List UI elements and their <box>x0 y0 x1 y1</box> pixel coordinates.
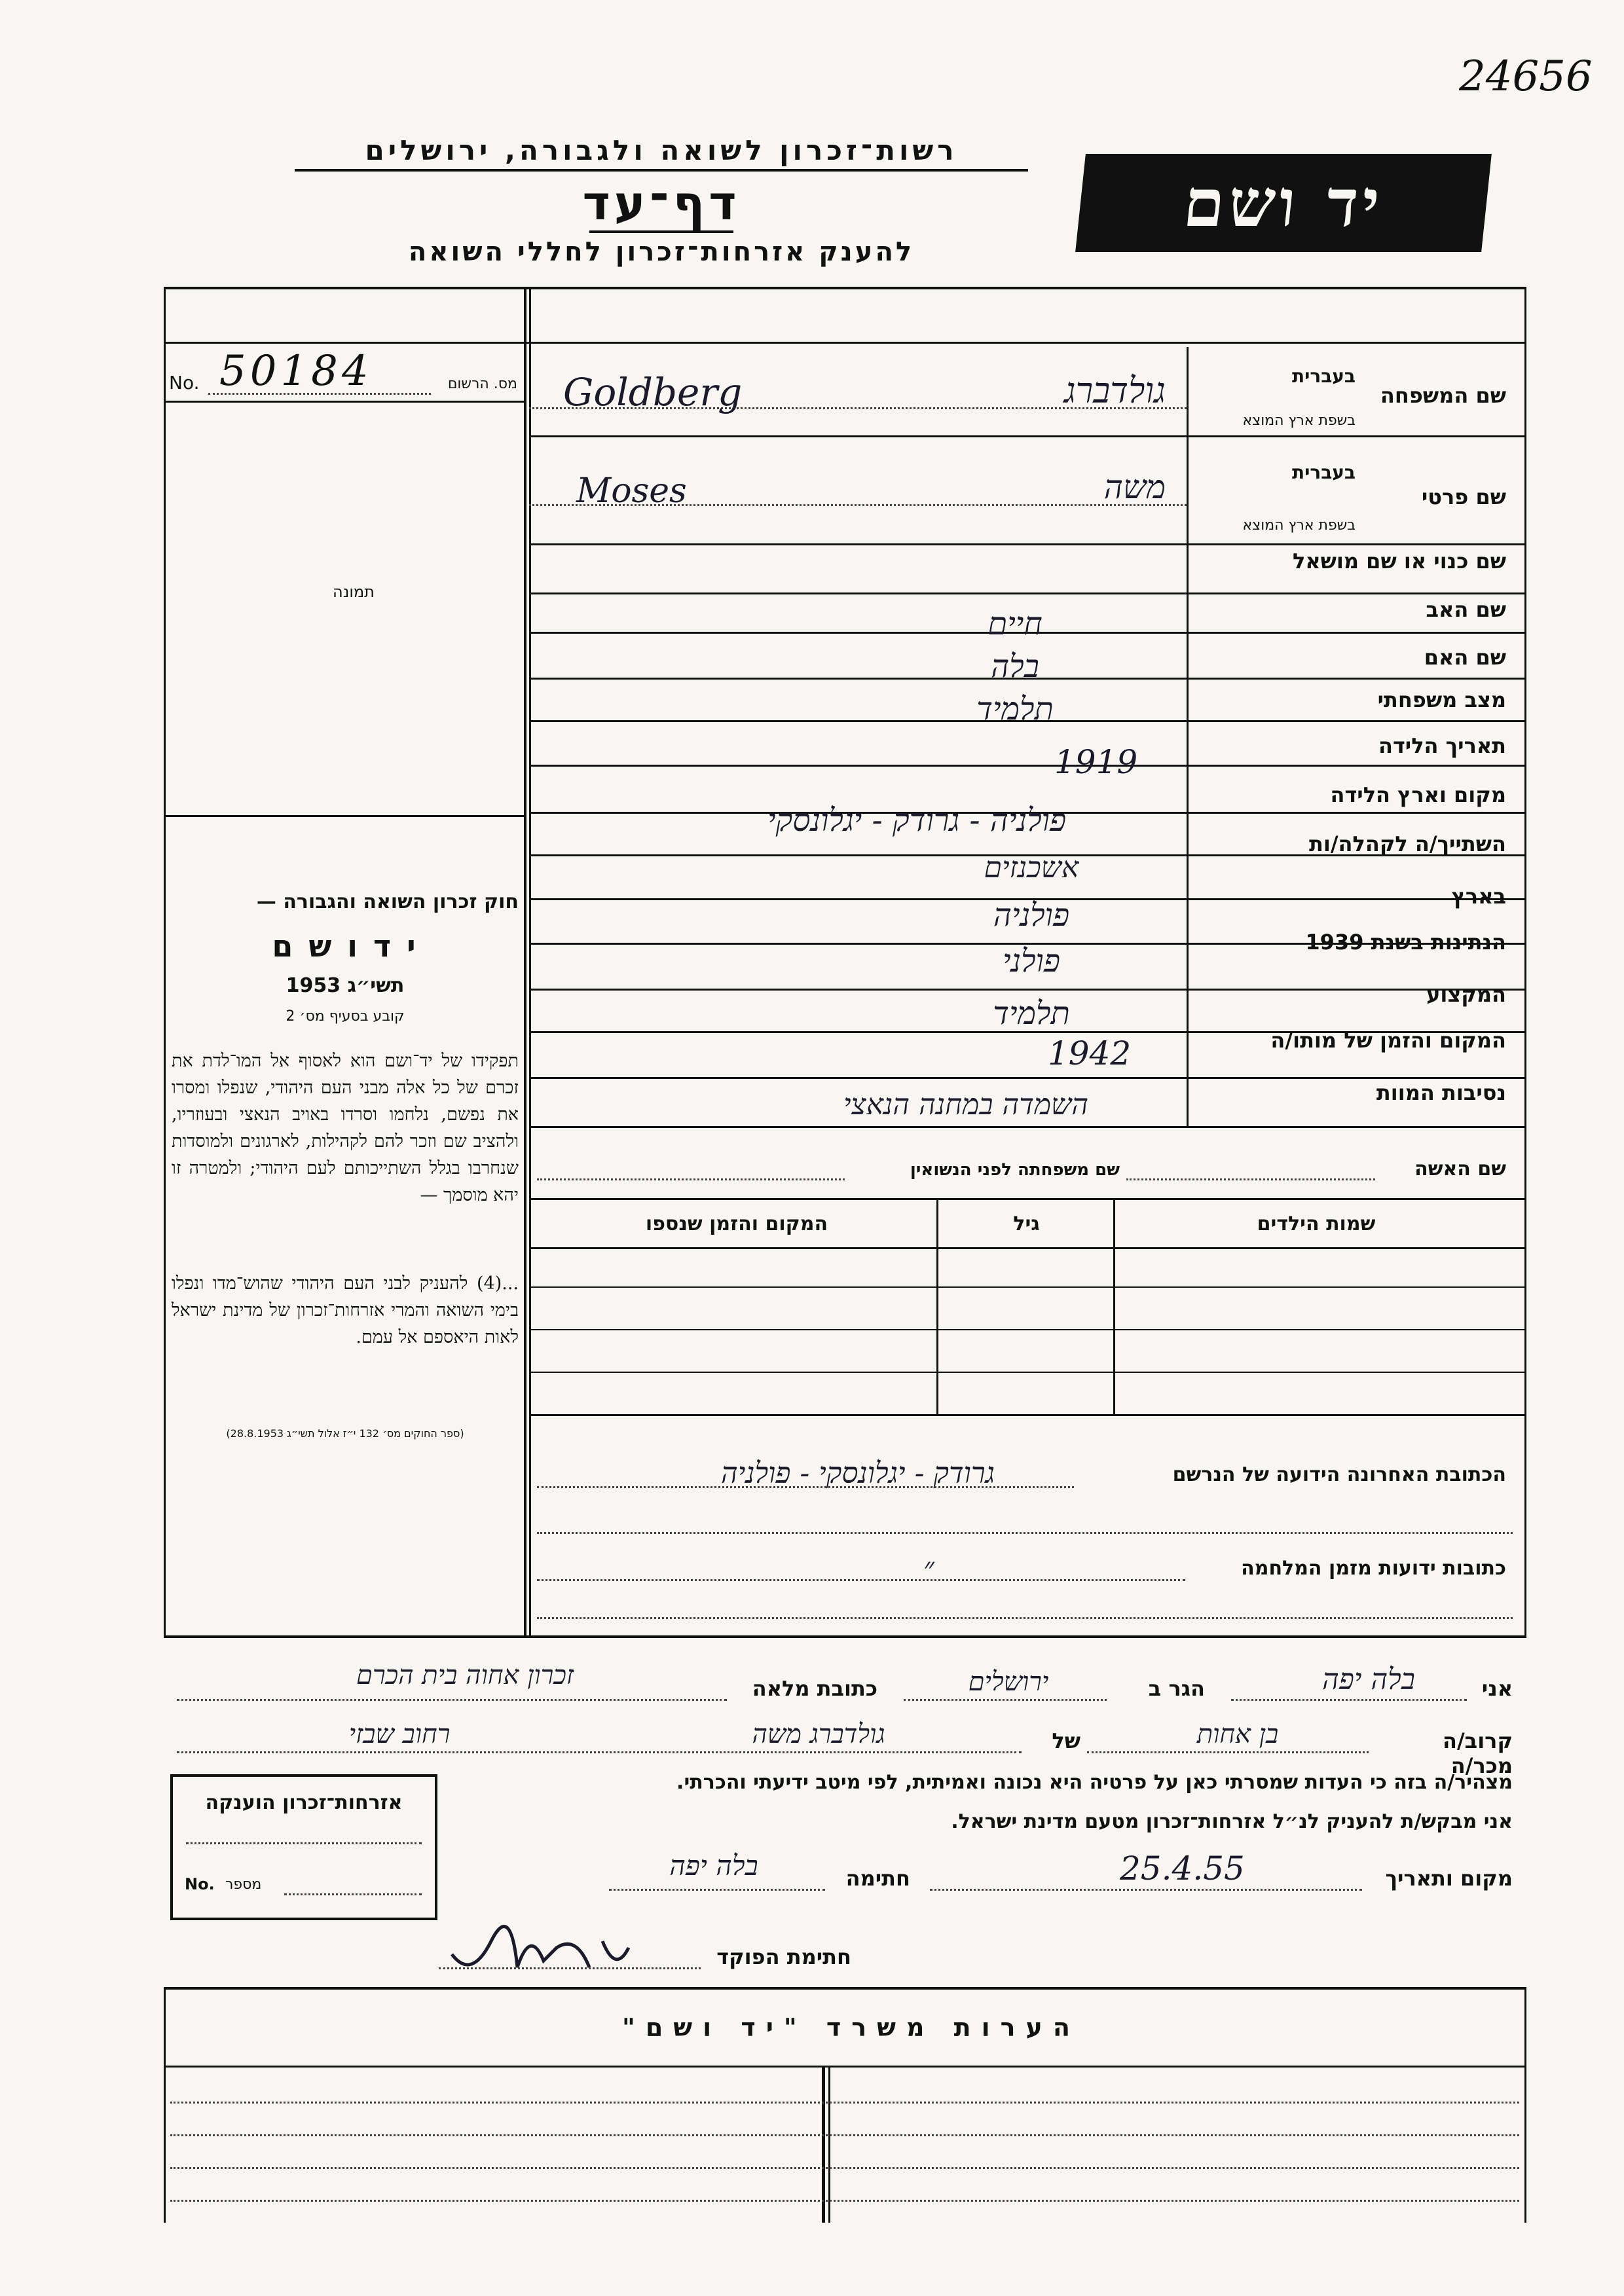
father-name-value: חיים <box>987 606 1043 642</box>
family-name-sub-origin: בשפת ארץ המוצא <box>1242 412 1356 429</box>
birth-place-value: פולניה - גרודק - יגלונסקי <box>767 802 1067 839</box>
last-address-value: גרודק - יגלונסקי - פולניה <box>720 1457 995 1490</box>
community-label: השתייך/ה לקהלה/ות <box>1308 831 1506 856</box>
declarant-full-address: זכרון אחוה בית הכרם <box>356 1660 574 1690</box>
family-name-sub-hebrew: בעברית <box>1291 365 1356 387</box>
citizenship-box-line-1 <box>186 1842 422 1844</box>
declaration-line-1: מצהיר/ה בזה כי העדות שמסרתי כאן על פרטיה היא נכונה ואמיתית, לפי מיטב ידיעתי והכרתי. <box>676 1771 1513 1794</box>
officer-signature-scribble <box>445 1915 642 1994</box>
registration-label: מס. הרשום <box>447 376 517 392</box>
first-name-sub-hebrew: בעברית <box>1291 462 1356 483</box>
declarant-relation: בן אחות <box>1196 1719 1279 1749</box>
yad-vashem-logo <box>1075 154 1492 252</box>
father-name-label: שם האב <box>1426 597 1506 622</box>
nationality-1939-label: הנתינות בשנת 1939 <box>1305 930 1506 955</box>
wife-maiden-label: שם משפחתה לפני הנשואין <box>910 1160 1120 1180</box>
country-value: פולניה <box>993 897 1070 934</box>
officer-signature-label: חתימת הפוקד <box>716 1944 851 1969</box>
declaration-date: 25.4.55 <box>1120 1850 1245 1887</box>
photo-label: תמונה <box>333 583 375 601</box>
registration-number: 50184 <box>219 347 373 395</box>
family-name-label: שם המשפחה <box>1380 383 1506 408</box>
logo-text: יד ושם <box>1179 164 1388 242</box>
declarant-city: ירושלים <box>968 1667 1049 1697</box>
family-name-latin: Goldberg <box>563 370 743 414</box>
death-circumstances-value: השמדה במחנה הנאצי <box>843 1088 1088 1121</box>
first-name-sub-origin: בשפת ארץ המוצא <box>1242 517 1356 534</box>
law-name: י ד ו ש ם <box>272 928 418 964</box>
death-place-time-label: המקום והזמן של מותו/ה <box>1270 1028 1506 1053</box>
law-paragraph-2: ...(4) להעניק לבני העם היהודי שהוש־מדו ונפלו בימי השואה והמרי אזרחות־זכרון של מדינת ישראל לאות היאספם אל עמם. <box>172 1273 519 1347</box>
birth-date-label: תאריך הלידה <box>1378 733 1506 758</box>
first-name-hebrew: משה <box>1103 468 1166 506</box>
citizenship-box-no-label: No. <box>185 1875 215 1893</box>
first-name-latin: Moses <box>576 471 687 511</box>
death-circumstances-label: נסיבות המוות <box>1376 1080 1506 1105</box>
birth-place-label: מקום וארץ הלידה <box>1330 782 1506 807</box>
nationality-1939-value: פולני <box>1002 943 1061 979</box>
mother-name-label: שם האם <box>1424 645 1506 670</box>
registration-no-label: No. <box>169 372 200 393</box>
form-title: דף־עד <box>582 175 741 230</box>
declarant-full-address-label: כתובת מלאה <box>752 1676 877 1701</box>
title-underline <box>589 230 733 233</box>
declarant-i-label: אני <box>1481 1676 1513 1701</box>
last-address-label: הכתובת האחרונה הידועה של הנרשם <box>1172 1463 1506 1486</box>
authority-line: רשות־זכרון לשואה ולגבורה, ירושלים <box>295 134 1028 172</box>
relative-label: קרוב/ה מכר/ה <box>1443 1728 1513 1778</box>
birth-date-value: 1919 <box>1054 743 1138 781</box>
marital-status-label: מצב משפחתי <box>1377 687 1506 712</box>
citizenship-granted-box <box>170 1774 437 1920</box>
law-footnote: (ספר החוקים מס׳ 132 י״ז אלול תשי״ג 28.8.1953) <box>226 1427 464 1440</box>
profession-value: תלמיד <box>993 995 1070 1032</box>
children-header-age: גיל <box>1013 1212 1040 1235</box>
wife-label: שם האשה <box>1414 1157 1506 1180</box>
marital-status-value: תלמיד <box>976 691 1054 727</box>
first-name-label: שם פרטי <box>1421 484 1506 509</box>
death-place-time-value: 1942 <box>1048 1034 1132 1072</box>
of-label: של <box>1052 1728 1080 1753</box>
country-label: בארץ <box>1451 884 1506 909</box>
declarant-name: בלה יפה <box>1322 1663 1415 1696</box>
office-notes-title: הערות משרד "יד ושם" <box>622 2013 1080 2042</box>
declaration-line-2: אני מבקש/ת להעניק לנ״ל אזרחות־זכרון מטעם מדינת ישראל. <box>951 1810 1513 1833</box>
mother-name-value: בלה <box>991 648 1039 685</box>
signature-label: חתימה <box>845 1866 910 1891</box>
citizenship-box-line-2 <box>284 1893 422 1895</box>
law-paragraph-1: תפקידו של יד־ושם הוא לאסוף אל המו־לדת את זכרם של כל אלה מבני העם היהודי, שנפלו ומסרו את נפשם, נלחמו וסרדו באויב הנאצי ובעוזריו, ולהציב שם וזכר להם לקהילות, לארגונים ולמוסדות שנחרבו בגלל השתייכותם לעם היהודי; ולמטרה זו יהא מוסמך — <box>172 1051 519 1205</box>
war-addresses-value: ״ <box>923 1552 934 1585</box>
place-date-label: מקום ותאריך <box>1385 1866 1513 1891</box>
law-clause: קובע בסעיף מס׳ 2 <box>286 1008 405 1025</box>
community-value: אשכנזים <box>984 851 1079 884</box>
form-subtitle: להענק אזרחות־זכרון לחללי השואה <box>408 237 915 267</box>
citizenship-box-title: אזרחות־זכרון הוענקה <box>205 1791 403 1814</box>
declarant-signature: בלה יפה <box>669 1850 758 1882</box>
declarant-of-name: גולדברג משה <box>752 1719 885 1749</box>
archive-number: 24656 <box>1459 52 1593 101</box>
profession-label: המקצוע <box>1426 982 1506 1007</box>
war-addresses-label: כתובות ידועות מזמן המלחמה <box>1241 1557 1506 1580</box>
children-header-names: שמות הילדים <box>1257 1212 1376 1235</box>
declarant-street: רחוב שבזי <box>348 1719 451 1749</box>
children-header-place-time: המקום והזמן שנספו <box>645 1212 828 1235</box>
declarant-resident-label: הגר ב <box>1148 1676 1205 1701</box>
family-name-hebrew: גולדברג <box>1063 370 1166 411</box>
law-title: חוק זכרון השואה והגבורה — <box>256 890 519 913</box>
nickname-label: שם כנוי או שם מושאל <box>1292 549 1506 574</box>
law-year: תשי״ג 1953 <box>286 974 405 997</box>
citizenship-box-number-label: מספר <box>225 1876 262 1893</box>
